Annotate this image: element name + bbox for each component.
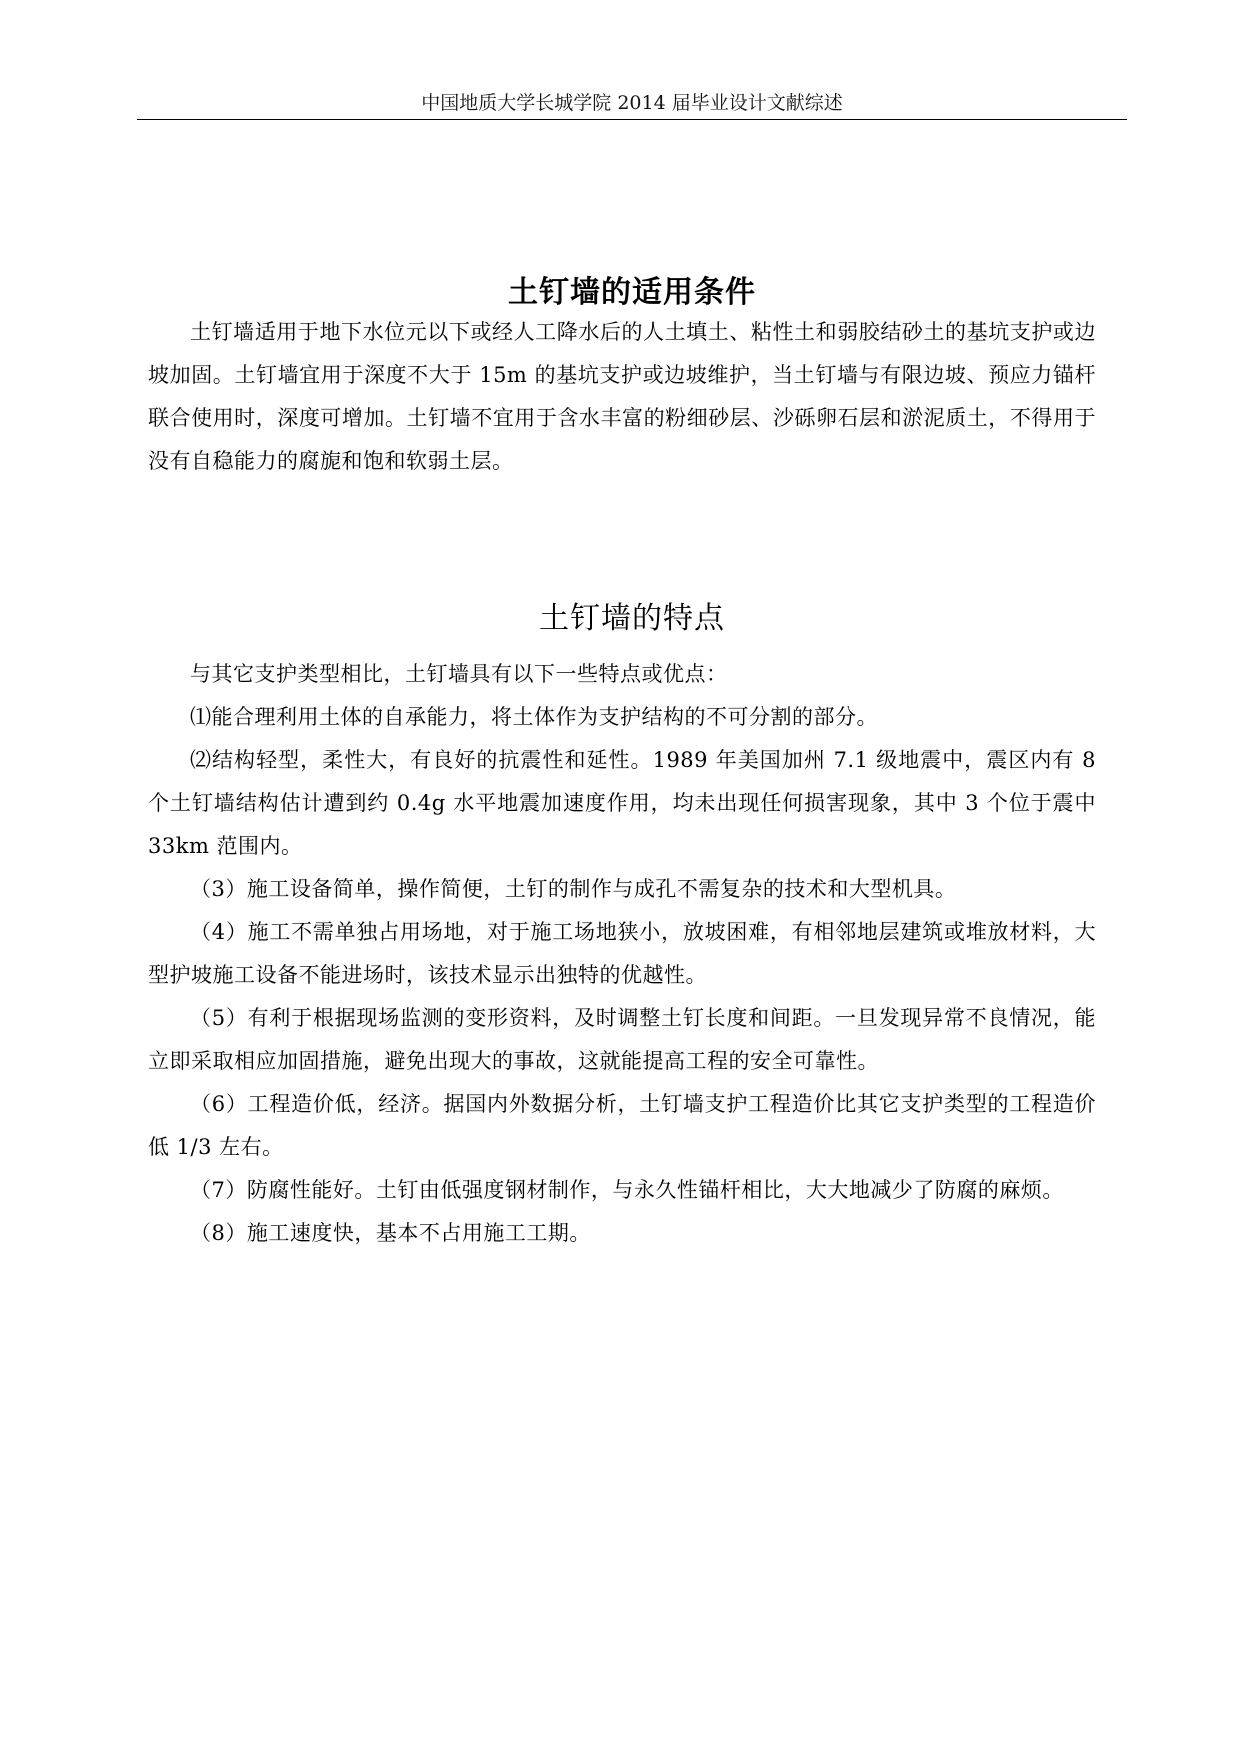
list-item-8: （8）施工速度快，基本不占用施工工期。 — [190, 1221, 591, 1245]
list-item-4: （4）施工不需单独占用场地，对于施工场地狭小，放坡困难，有相邻地层建筑或堆放材料，大型护坡施工设备不能进场时，该技术显示出独特的优越性。 — [148, 920, 1096, 987]
page-header: 中国地质大学长城学院 2014 届毕业设计文献综述 — [421, 92, 843, 114]
list-item-6: （6）工程造价低，经济。据国内外数据分析，土钉墙支护工程造价比其它支护类型的工程造价低 1/3 左右。 — [148, 1092, 1096, 1159]
paragraph-features-intro: 与其它支护类型相比，土钉墙具有以下一些特点或优点： — [190, 662, 728, 686]
section-title-features: 土钉墙的特点 — [539, 600, 725, 636]
paragraph-applicable-conditions: 土钉墙适用于地下水位元以下或经人工降水后的人土填土、粘性土和弱胶结砂土的基坑支护或边坡加固。土钉墙宜用于深度不大于 15m 的基坑支护或边坡维护，当土钉墙与有限边坡、预应力锚杆联合使用时，深度可增加。土钉墙不宜用于含水丰富的粉细砂层、沙砾卵石层和淤泥质土，不得用于没有自稳能力的腐旎和饱和软弱土层。 — [148, 320, 1096, 473]
list-item-3: （3）施工设备简单，操作简便，土钉的制作与成孔不需复杂的技术和大型机具。 — [190, 877, 957, 901]
list-item-1: ⑴能合理利用土体的自承能力，将土体作为支护结构的不可分割的部分。 — [190, 705, 878, 729]
list-item-5: （5）有利于根据现场监测的变形资料，及时调整土钉长度和间距。一旦发现异常不良情况，能立即采取相应加固措施，避免出现大的事故，这就能提高工程的安全可靠性。 — [148, 1006, 1096, 1073]
list-item-2: ⑵结构轻型，柔性大，有良好的抗震性和延性。1989 年美国加州 7.1 级地震中，震区内有 8 个土钉墙结构估计遭到约 0.4g 水平地震加速度作用，均未出现任何损害现象，其中 3 个位于震中 33km 范围内。 — [148, 748, 1096, 858]
list-item-7: （7）防腐性能好。土钉由低强度钢材制作，与永久性锚杆相比，大大地减少了防腐的麻烦。 — [190, 1178, 1064, 1202]
features-list — [148, 696, 1096, 1255]
header-divider — [137, 119, 1127, 120]
section-title-applicable-conditions: 土钉墙的适用条件 — [508, 274, 756, 310]
